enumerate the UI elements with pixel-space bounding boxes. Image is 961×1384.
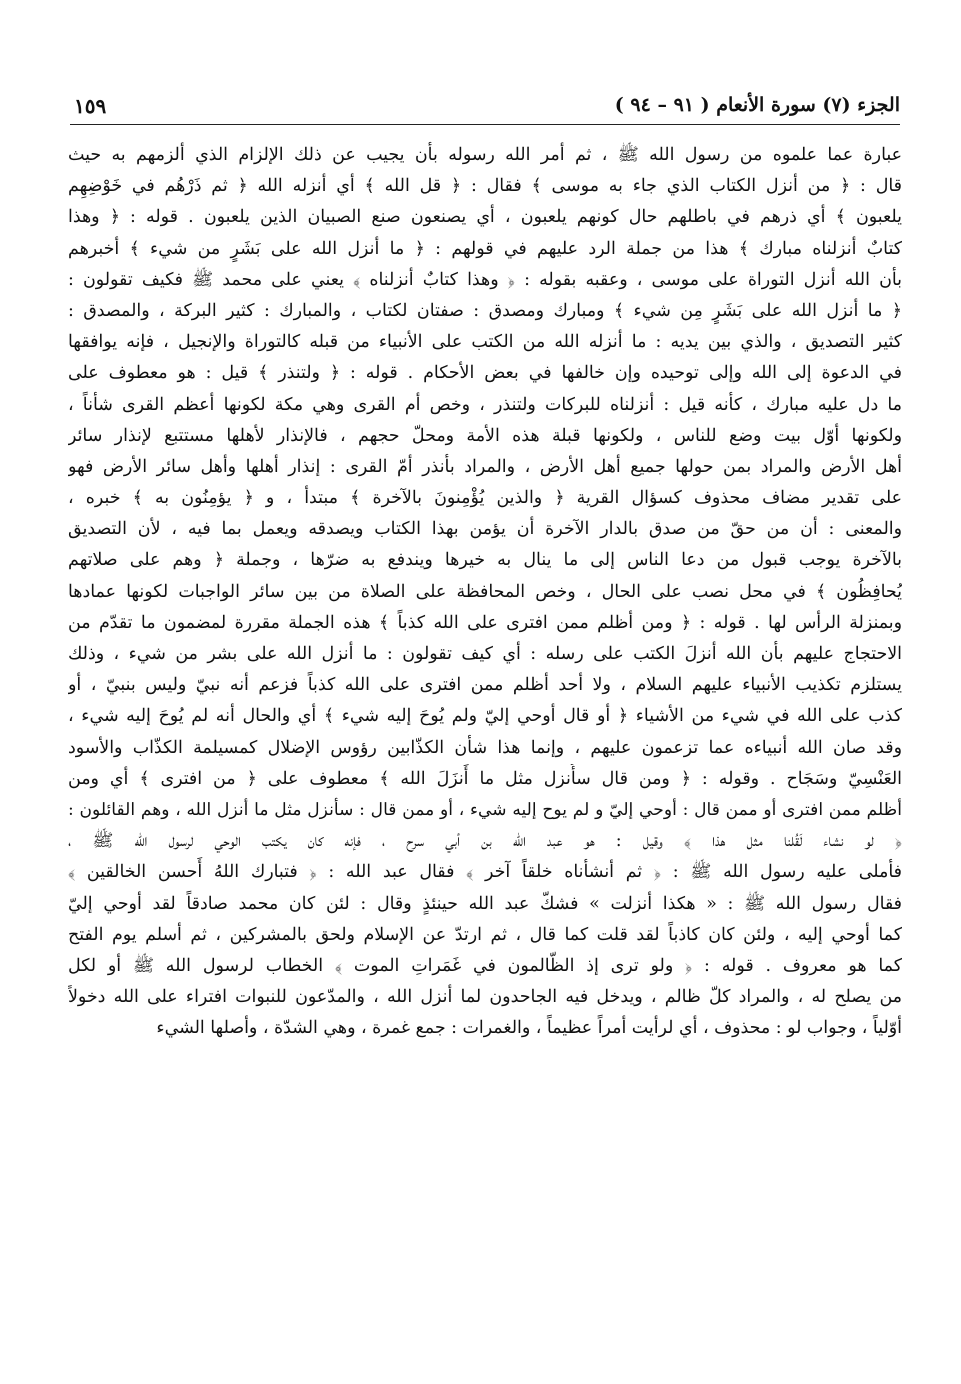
text-line: في الدعوة إلى الله وإلى توحيده وإن خالفها في بعض الأحكام . قوله : ﴿ ولتنذر ﴾ قيل : هو معطوف على [68,363,902,384]
running-head: الجزء (٧) سورة الأنعام ( ٩١ – ٩٤ ) [614,94,900,116]
text-line: يستلزم تكذيب الأنبياء عليهم السلام ، ولا أحد أظلم ممن افترى على الله كذباً فزعم أنه نبيّ وليس بنبيّ ، أو [68,675,902,696]
text-line: ولكونها أوّل بيت وضع للناس ، ولكونها قبلة هذه الأمة ومحلّ حجهم ، فالإنذار لأهلها مستتبع لإنذار سائر [68,425,902,446]
text-line: على تقدير مضاف محذوف كسؤال القرية ﴿ والذين يُؤْمِنونَ بالآخرة ﴾ مبتدأ ، و ﴿ يؤمِنُون به ﴾ خبره ، [68,488,902,509]
page-header [70,92,900,125]
text-line: أوّلياً ، وجواب لو : محذوف ، أي لرأيت أمراً عظيماً ، والغمرات : جمع غمرة ، وهي الشدّة ، وأصلها الشيء [156,1018,902,1039]
text-line: كثير التصديق ، والذي بين يديه : ما أنزله الله من الكتب على الأنبياء من قبله كالتوراة والإنجيل ، فإنه يوافقها [68,332,902,353]
text-line: فأملى عليه رسول الله ﷺ : ﴿ ثم أنشأناه خلقاً آخر ﴾ فقال عبد الله : ﴿ فتبارك اللهُ أَحسن الخالقين ﴾ [68,862,902,883]
text-line: فقال رسول الله ﷺ : « هكذا أنزلت » فشكّ عبد الله حينئذٍ وقال : لئن كان محمد صادقاً لقد أوحي إليّ [68,893,902,914]
text-line: العَنْسِيّ وسَجَاح . وقوله : ﴿ ومن قال سأُنزل مثل ما أَنزَلَ الله ﴾ معطوف على ﴿ من افترى ﴾ أي ومن [68,768,902,789]
text-line: كما أوحي إليه ، ولئن كان كاذباً لقد قلت كما قال ، ثم ارتدّ عن الإسلام ولحق بالمشركين ، ثم أسلم يوم الفتح [68,924,902,945]
text-line: قال : ﴿ من أنزل الكتاب الذي جاء به موسى ﴾ فقال : ﴿ قل الله ﴾ أي أنزله الله ﴿ ثم ذَرْهُم في خَوْضِهِم [68,176,902,197]
text-line: كتابٌ أنزلناه مبارك ﴾ هذا من جملة الرد عليهم في قولهم : ﴿ ما أنزل الله على بَشَرٍ من شيء ﴾ أخبرهم [68,238,902,259]
text-line: أهل الأرض والمراد بمن حولها جميع أهل الأرض ، والمراد بأنذر أمّ القرى : إنذار أهلها وأهل سائر الأرض فهو [68,456,902,477]
text-line: وبمنزلة الرأس لها . قوله : ﴿ ومن أظلم ممن افترى على الله كذباً ﴾ هذه الجملة مقررة لمضمون ما تقدّم من [68,612,902,633]
text-line: ما دل عليه مبارك ، كأنه قيل : أنزلناه للبركات ولتنذر ، وخص أم القرى وهي مكة لكونها أعظم القرى شأناً ، [68,394,902,415]
text-line: بالآخرة يوجب قبول من دعا الناس إلى ما ينال به خيرها ويندفع به ضرّها ، وجملة ﴿ وهم على صلاتهم [68,550,902,571]
text-line: بأن الله أنزل التوراة على موسى ، وعقبه بقوله : ﴿ وهذا كتابٌ أنزلناه ﴾ يعني على محمد ﷺ فكيف تقولون : [68,269,902,290]
text-line: يُحافِظُون ﴾ في محل نصب على الحال ، وخص المحافظة على الصلاة من بين سائر الواجبات لكونها عمادها [68,581,902,602]
body-text [68,140,902,1044]
text-line: كذب على الله في شيء من الأشياء ﴿ أو قال أوحي إليّ ولم يُوحَ إليه شيء ﴾ أي والحال أنه لم يُوحَ إليه شيء ، [68,706,902,727]
text-line: كما هو معروف . قوله : ﴿ ولو ترى إذ الظّالمون في غَمَراتِ الموت ﴾ الخطاب لرسول الله ﷺ أو لكل [68,955,902,976]
text-line: ﴿ ما أنزل الله على بَشَرٍ مِن شيء ﴾ ومبارك ومصدق : صفتان لكتاب ، والمبارك : كثير البركة ، والمصدق : [68,300,902,321]
page-number: ١٥٩ [74,94,107,118]
text-line: ﴿ لو نشاء لَقُلنا مثل هذا ﴾ وقيل : هو عبد الله بن أبي سرح ، فإنه كان يكتب الوحي لرسول الله ﷺ ، [68,831,902,852]
text-line: عبارة عما علموه من رسول الله ﷺ ، ثم أمر الله رسوله بأن يجيب عن ذلك الإلزام الذي ألزمهم به حيث [68,145,902,165]
text-line: وقد صان الله أنبياءه عما تزعمون عليهم ، وإنما هذا شأن الكذّابين رؤوس الإضلال كمسيلمة الكذّاب والأسود [68,737,902,758]
text-line: والمعنى : أن من حقّ من صدق بالدار الآخرة أن يؤمن بهذا الكتاب ويصدقه ويعمل بما فيه ، لأن التصديق [68,519,902,540]
text-line: الاحتجاج عليهم بأن الله أنزلَ الكتب على رسله : أي كيف تقولون : ما أنزل الله على بشر من شيء ، وذلك [68,644,902,664]
text-line: أظلم ممن افترى أو ممن قال : أوحي إليّ و لم يوح إليه شيء ، أو ممن قال : سأنزل مثل ما أنزل الله ، وهم القائلون : [68,799,902,820]
text-line: من يصلح له ، والمراد كلّ ظالم ، ويدخل فيه الجاحدون لما أنزل الله ، والمدّعون للنبوات افتراء على الله دخولاً [68,987,902,1008]
text-line: يلعبون ﴾ أي ذرهم في باطلهم حال كونهم يلعبون ، أي يصنعون صنع الصبيان الذين يلعبون . قوله : ﴿ وهذا [68,207,902,228]
